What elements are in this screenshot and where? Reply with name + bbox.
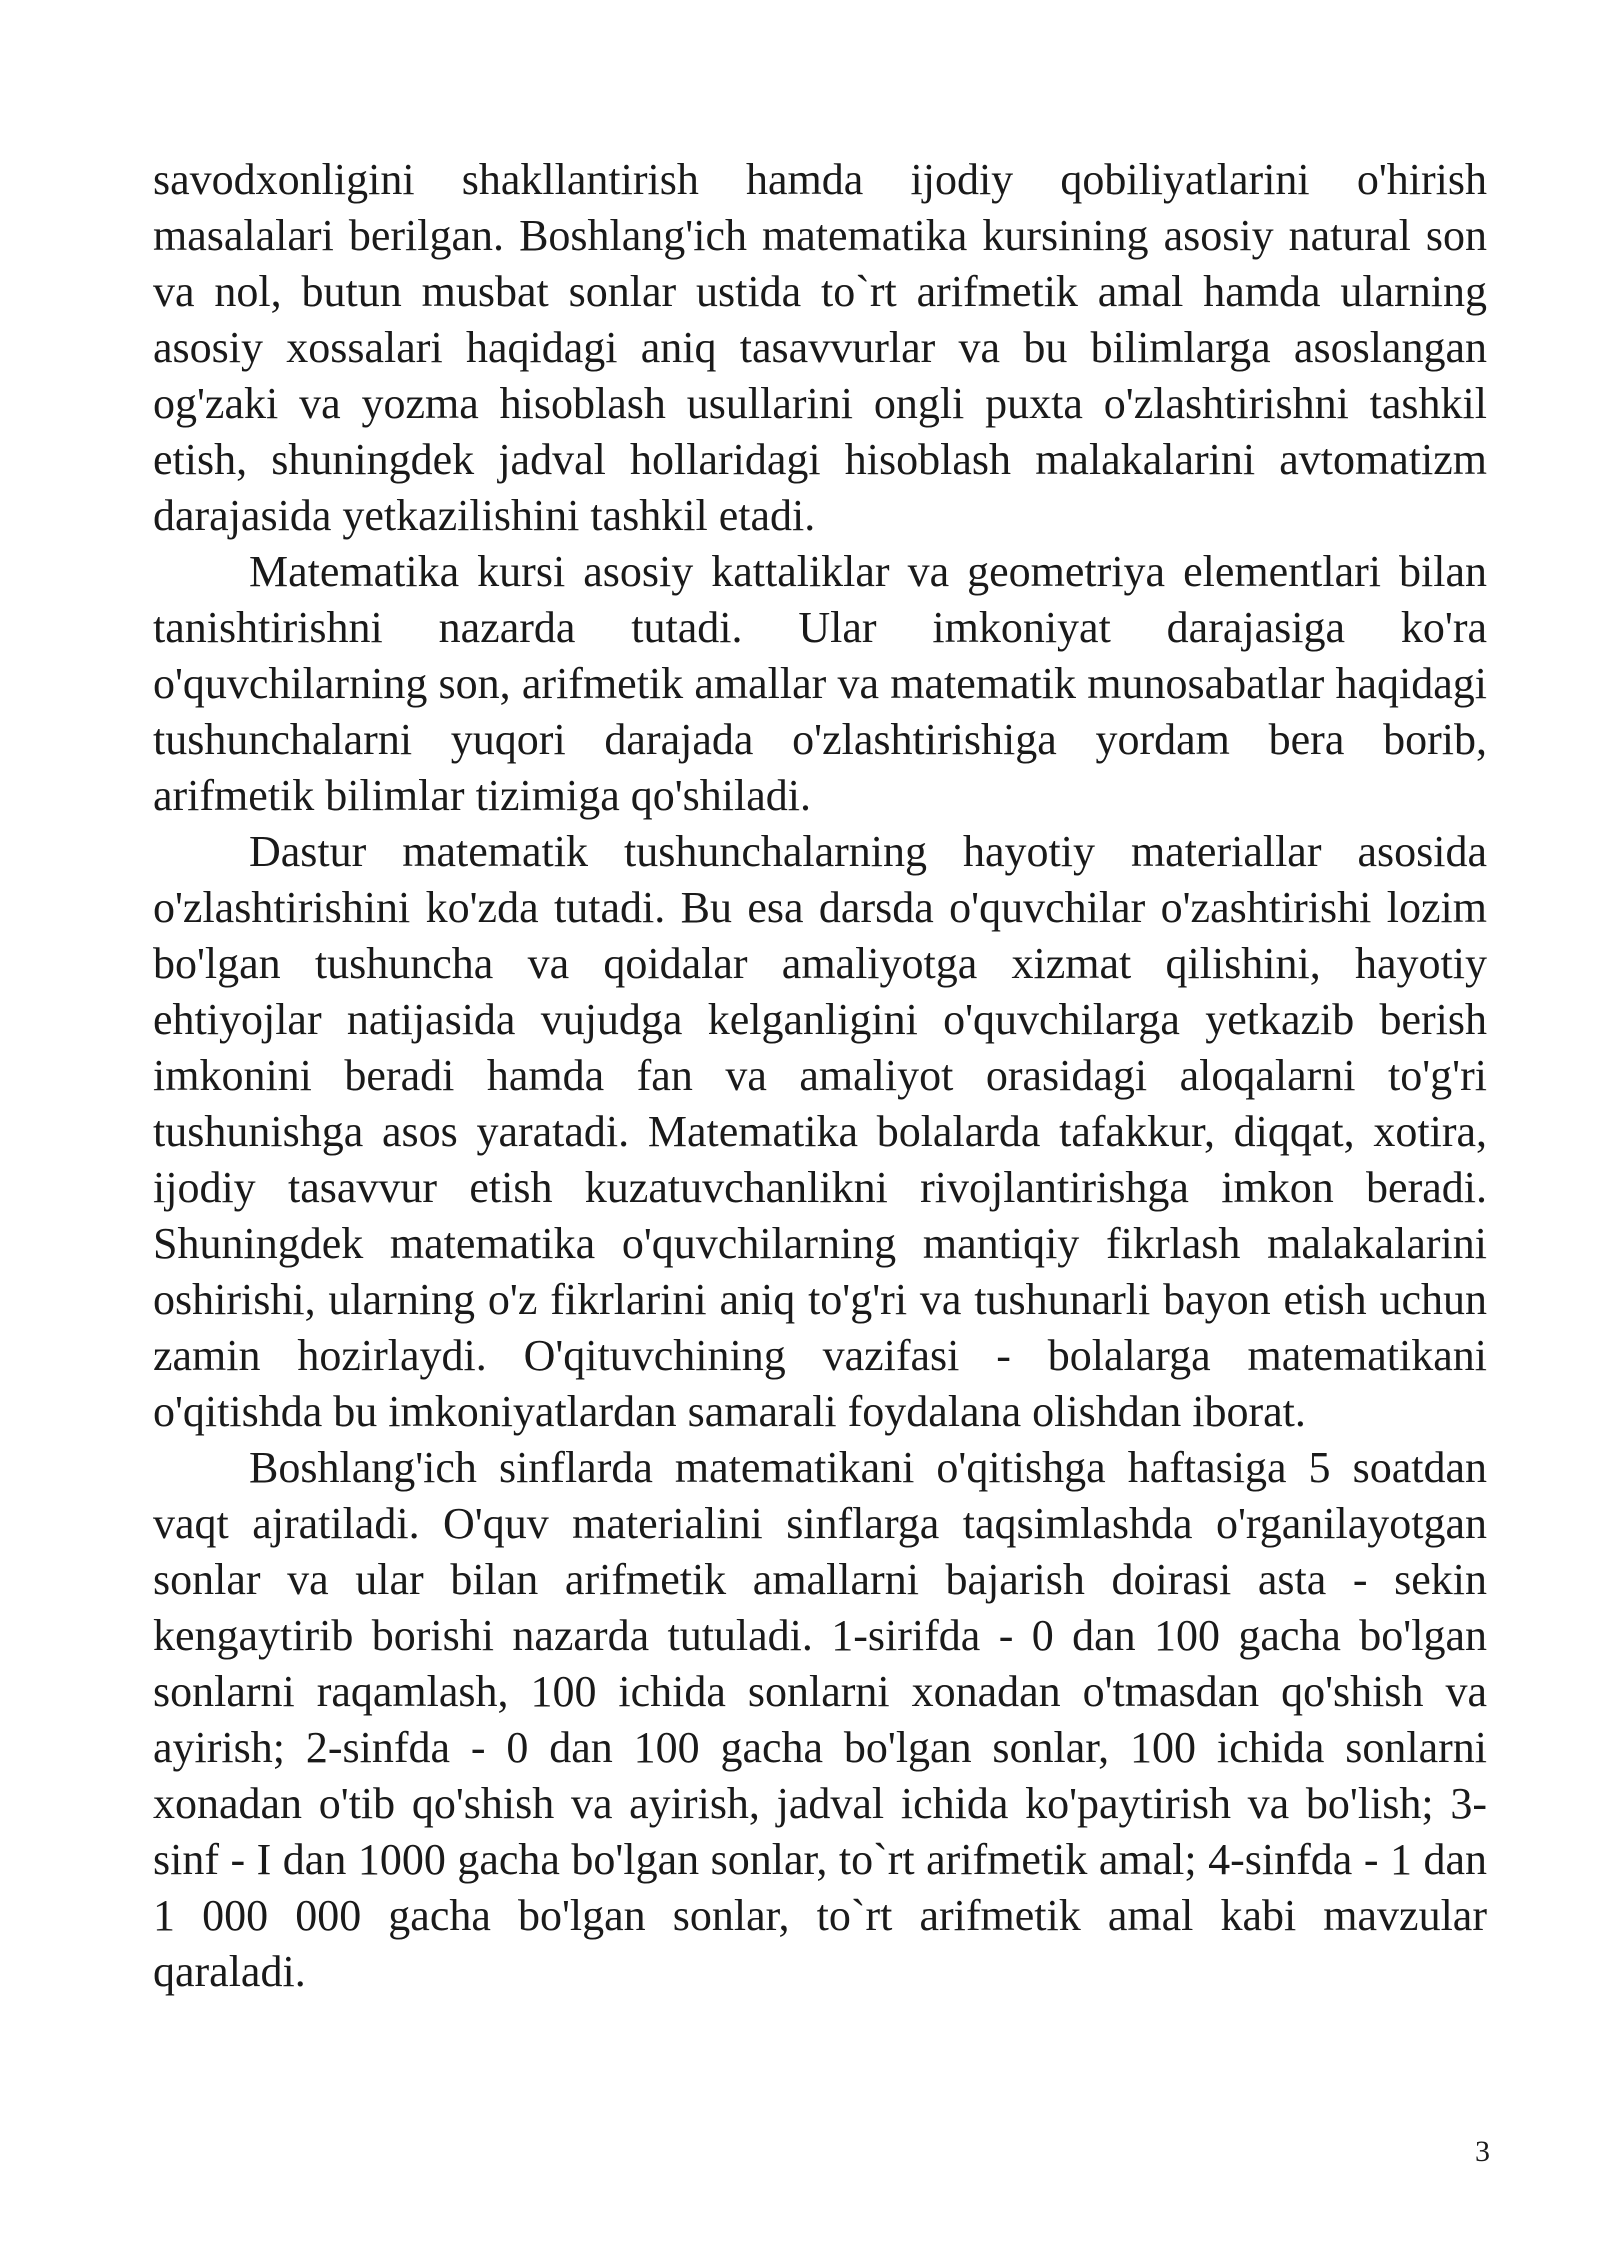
page-number: 3	[1475, 2135, 1490, 2168]
paragraph-continuation: savodxonligini shakllantirish hamda ijodiy qobiliyatlarini o'hirish masalalari berilgan. Boshlang'ich matematika kursining asosiy natural son va nol, butun musbat sonlar ustida to`rt arifmetik amal hamda ularning asosiy xossalari haqidagi aniq tasavvurlar va bu bilimlarga asoslangan og'zaki va yozma hisoblash usullarini ongli puxta o'zlashtirishni tashkil etish, shuningdek jadval hollaridagi hisoblash malakalarini avtomatizm darajasida yetkazilishini tashkil etadi.	[153, 155, 1487, 540]
body-text	[153, 152, 1487, 2000]
paragraph-math-course-geometry: Matematika kursi asosiy kattaliklar va geometriya elementlari bilan tanishtirishni nazarda tutadi. Ular imkoniyat darajasiga ko'ra o'quvchilarning son, arifmetik amallar va matematik munosabatlar haqidagi tushunchalarni yuqori darajada o'zlashtirishiga yordam bera borib, arifmetik bilimlar tizimiga qo'shiladi.	[153, 547, 1487, 820]
paragraph-weekly-hours: Boshlang'ich sinflarda matematikani o'qitishga haftasiga 5 soatdan vaqt ajratiladi. O'quv materialini sinflarga taqsimlashda o'rganilayotgan sonlar va ular bilan arifmetik amallarni bajarish doirasi asta - sekin kengaytirib borishi nazarda tutuladi. 1-sirifda - 0 dan 100 gacha bo'lgan sonlarni raqamlash, 100 ichida sonlarni xonadan o'tmasdan qo'shish va ayirish; 2-sinfda - 0 dan 100 gacha bo'lgan sonlar, 100 ichida sonlarni xonadan o'tib qo'shish va ayirish, jadval ichida ko'paytirish va bo'lish; 3-sinf - I dan 1000 gacha bo'lgan sonlar, to`rt arifmetik amal; 4-sinfda - 1 dan 1 000 000 gacha bo'lgan sonlar, to`rt arifmetik amal kabi mavzular qaraladi.	[153, 1443, 1487, 1996]
paragraph-program-concepts: Dastur matematik tushunchalarning hayotiy materiallar asosida o'zlashtirishini ko'zda tutadi. Bu esa darsda o'quvchilar o'zashtirishi lozim bo'lgan tushuncha va qoidalar amaliyotga xizmat qilishini, hayotiy ehtiyojlar natijasida vujudga kelganligini o'quvchilarga yetkazib berish imkonini beradi hamda fan va amaliyot orasidagi aloqalarni to'g'ri tushunishga asos yaratadi. Matematika bolalarda tafakkur, diqqat, xotira, ijodiy tasavvur etish kuzatuvchanlikni rivojlantirishga imkon beradi. Shuningdek matematika o'quvchilarning mantiqiy fikrlash malakalarini oshirishi, ularning o'z fikrlarini aniq to'g'ri va tushunarli bayon etish uchun zamin hozirlaydi. O'qituvchining vazifasi - bolalarga matematikani o'qitishda bu imkoniyatlardan samarali foydalana olishdan iborat.	[153, 827, 1487, 1436]
